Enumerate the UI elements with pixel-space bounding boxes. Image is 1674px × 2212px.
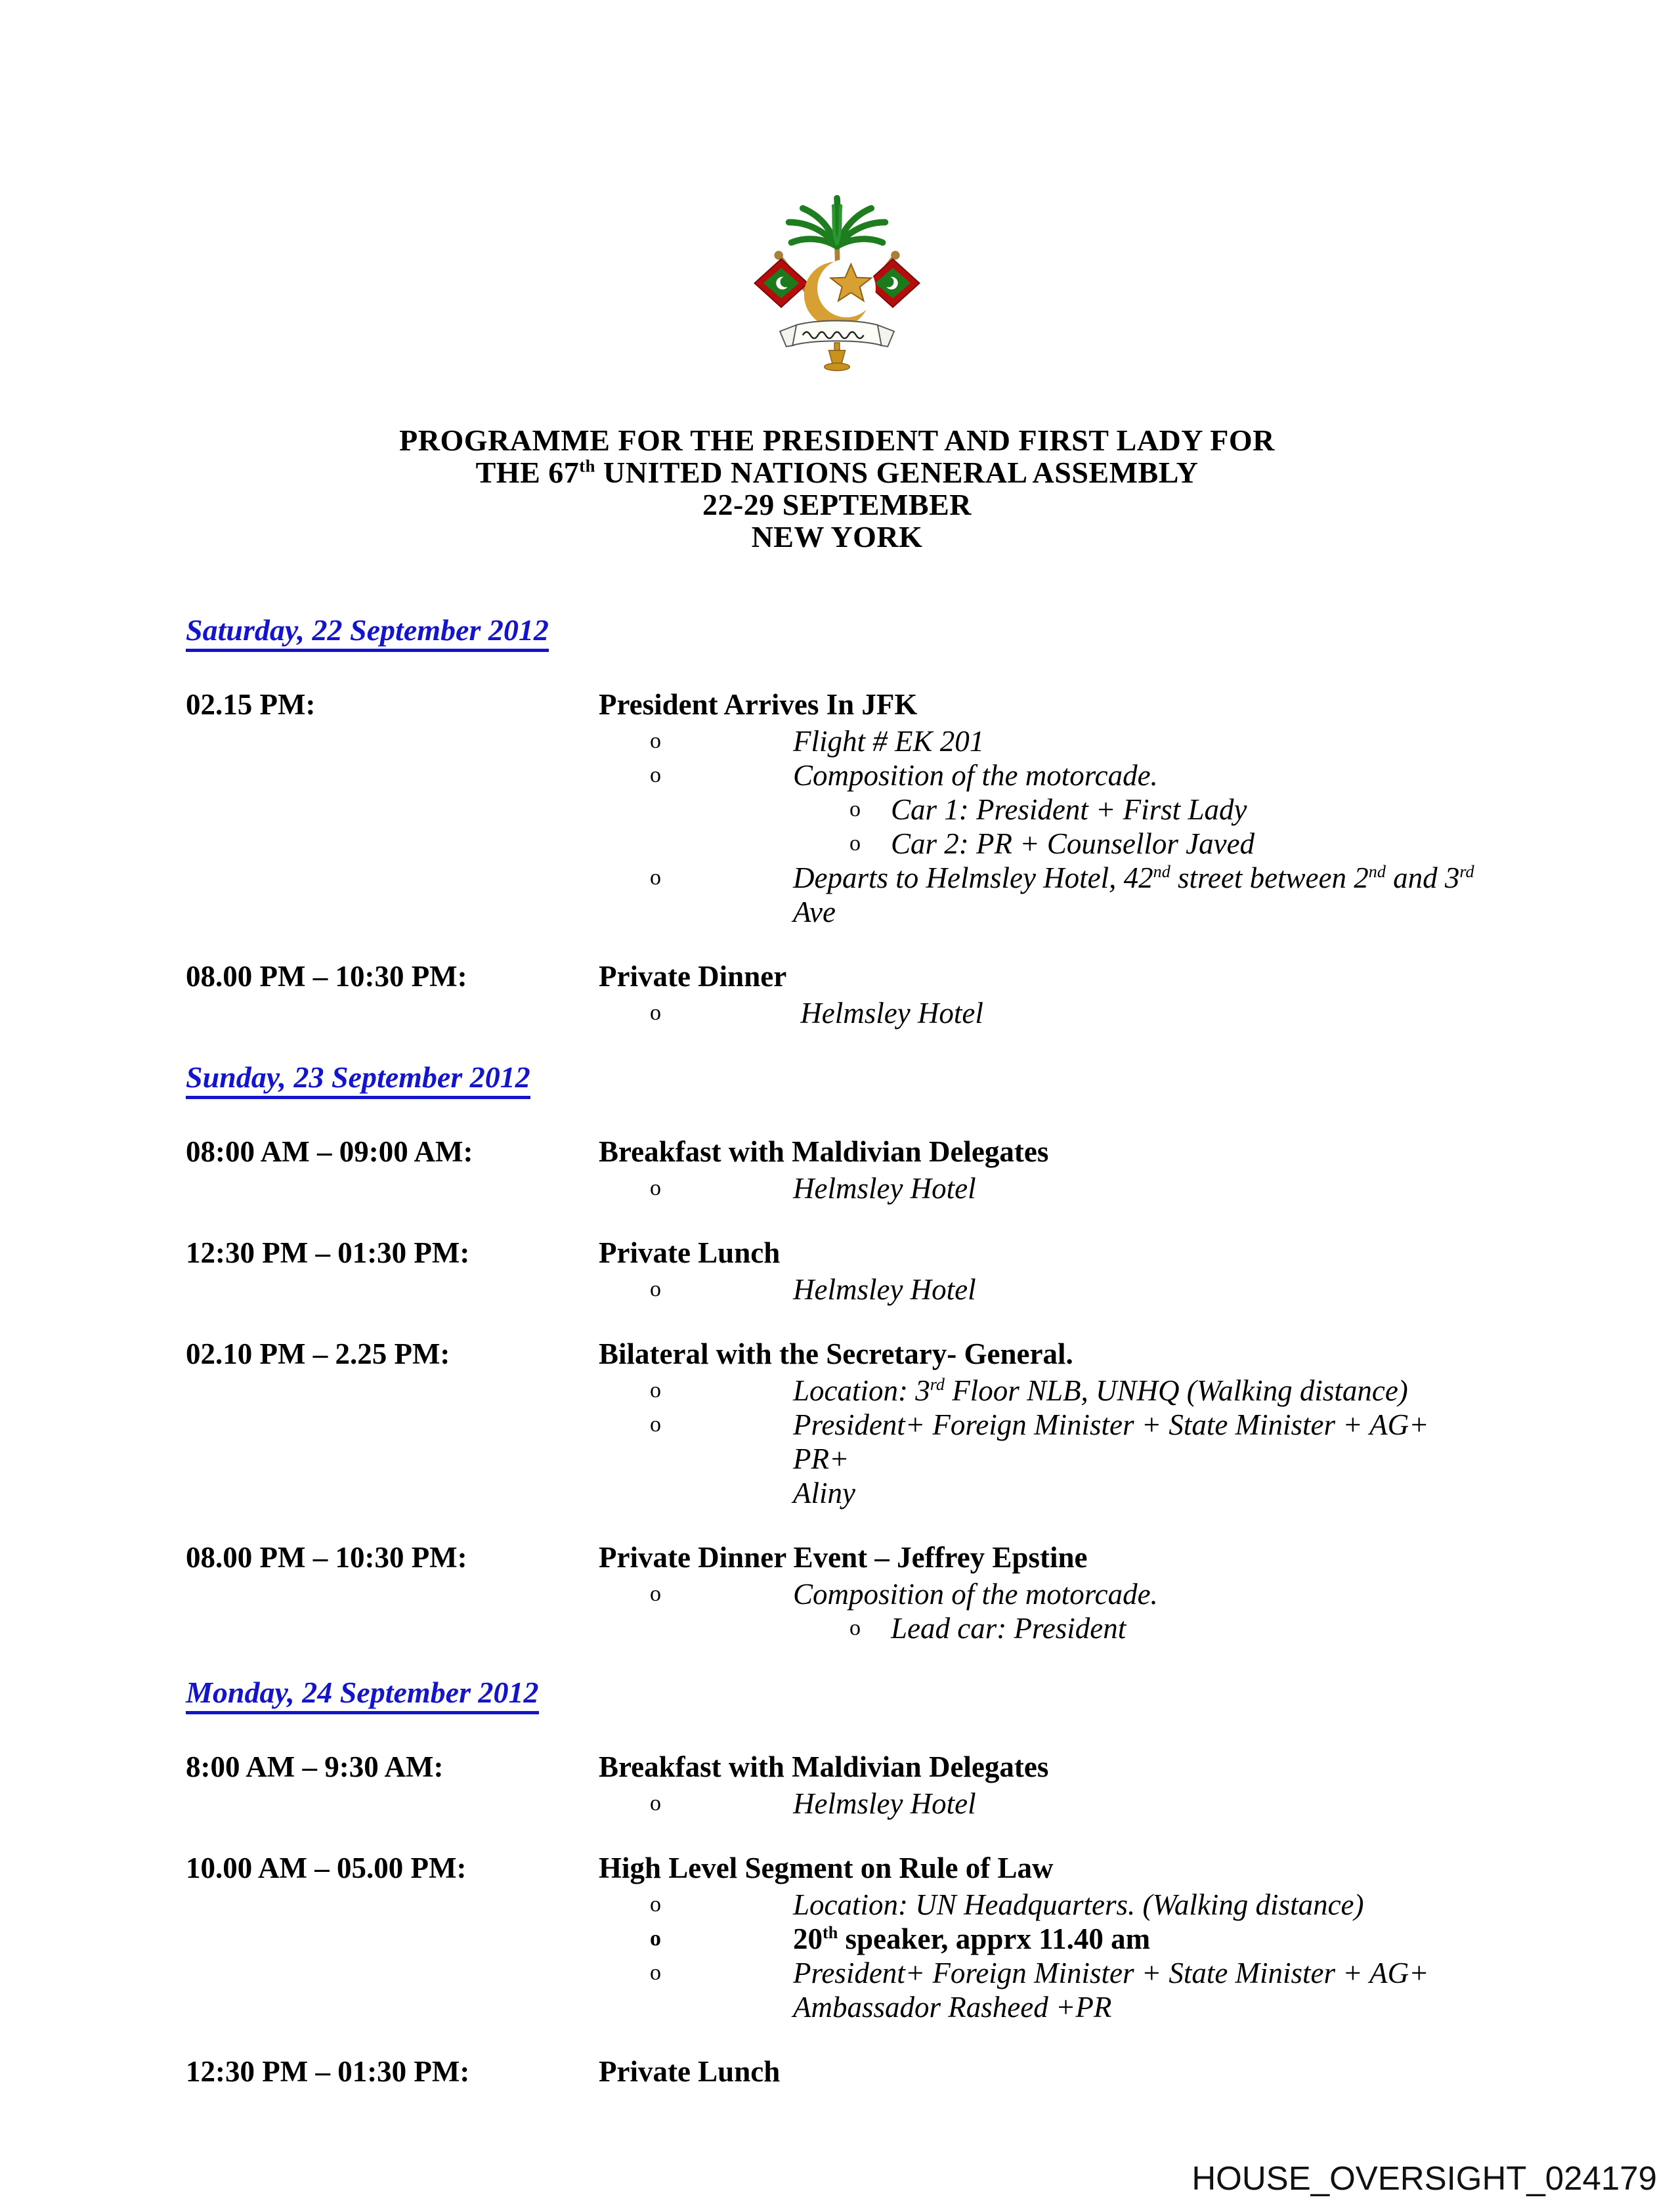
event-time: 02.15 PM: [186,688,316,721]
bullet-text: 20th speaker, apprx 11.40 am [793,1922,1151,1955]
event-time: 08:00 AM – 09:00 AM: [186,1135,473,1168]
day-section-saturday [186,613,1477,1030]
event-row [186,1135,1477,1205]
bullet-text: Car 1: President + First Lady [891,793,1247,826]
event-row [186,959,1477,1030]
bullet-item [599,827,1477,861]
bullet-marker: o [650,1378,661,1402]
day-heading: Monday, 24 September 2012 [186,1676,539,1714]
bates-number: HOUSE_OVERSIGHT_024179 [1191,2159,1657,2197]
event-title: Breakfast with Maldivian Delegates [599,1135,1049,1168]
bullet-item [599,861,1477,929]
event-title: Private Lunch [599,2055,781,2088]
bullet-text: Composition of the motorcade. [793,759,1158,792]
bullet-marker: o [650,865,661,890]
bullet-item [599,1787,1477,1821]
bullet-text: Helmsley Hotel [793,1787,976,1820]
bullet-text: Location: UN Headquarters. (Walking distance) [793,1888,1364,1921]
maldives-flag-left-icon [754,259,807,307]
maldives-emblem [742,194,932,381]
bullet-marker: o [650,1961,661,1985]
bullet-marker: o [650,1791,661,1815]
bullet-text: Car 2: PR + Counsellor Javed [891,827,1255,860]
bullet-marker: o [650,1582,661,1606]
bullet-item [599,1956,1477,2024]
event-row [186,687,1477,929]
day-section-sunday [186,1060,1477,1645]
day-heading: Sunday, 23 September 2012 [186,1060,530,1099]
bullet-text: Departs to Helmsley Hotel, 42nd street between 2nd and 3rd Ave [793,861,1474,928]
bullet-marker: o [650,1412,661,1437]
bullet-marker: o [650,729,661,753]
bullet-item [599,1922,1477,1956]
event-row [186,1851,1477,2024]
bullet-marker: o [849,797,861,821]
event-time: 08.00 PM – 10:30 PM: [186,1541,467,1574]
bullet-item [599,1888,1477,1922]
title-line-1: PROGRAMME FOR THE PRESIDENT AND FIRST LADY FOR [399,423,1275,457]
event-time: 10.00 AM – 05.00 PM: [186,1852,467,1884]
bullet-text: Helmsley Hotel [793,997,983,1030]
bullet-text: Helmsley Hotel [793,1273,976,1306]
event-time: 12:30 PM – 01:30 PM: [186,2055,470,2088]
event-row [186,1750,1477,1821]
pole-finial-left [774,251,783,260]
bullet-marker: o [650,1277,661,1301]
bullet-item [599,1171,1477,1205]
bullet-text: Helmsley Hotel [793,1172,976,1205]
day-heading: Saturday, 22 September 2012 [186,613,549,652]
bullet-item [599,1374,1477,1408]
bullet-marker: o [849,1616,861,1640]
bullet-item [599,1272,1477,1307]
event-time: 12:30 PM – 01:30 PM: [186,1236,470,1269]
event-row [186,2054,1477,2089]
event-row [186,1337,1477,1510]
event-time: 8:00 AM – 9:30 AM: [186,1750,444,1783]
pole-finial-right [891,251,900,260]
day-section-monday [186,1676,1477,2089]
title-line-3: 22-29 SEPTEMBER [702,488,972,521]
bullet-item [599,1577,1477,1611]
bullet-text: Flight # EK 201 [793,725,985,758]
maldives-emblem-graphic [742,194,932,381]
event-title: Private Dinner [599,960,787,993]
bullet-text: Location: 3rd Floor NLB, UNHQ (Walking distance) [793,1374,1408,1407]
bullet-item [599,792,1477,827]
title-line-4: NEW YORK [751,520,923,553]
bullet-marker: o [650,1176,661,1200]
bullet-marker: o [849,831,861,856]
bullet-text: President+ Foreign Minister + State Minister + AG+ Ambassador Rasheed +PR [793,1957,1429,2024]
bullet-marker: o [650,1001,661,1025]
bullet-marker: o [650,1892,661,1917]
bullet-item [599,1611,1477,1645]
bullet-text: President+ Foreign Minister + State Minister + AG+ PR+ Aliny [793,1408,1436,1509]
bullet-item [599,724,1477,758]
bullet-text: Composition of the motorcade. [793,1578,1158,1611]
bullet-item [599,758,1477,792]
document-title [0,424,1674,553]
bullet-marker: o [650,1926,661,1951]
event-title: Private Lunch [599,1236,781,1269]
bullet-item [599,996,1477,1030]
event-row [186,1540,1477,1645]
event-title: Private Dinner Event – Jeffrey Epstine [599,1541,1088,1574]
event-title: Breakfast with Maldivian Delegates [599,1750,1049,1783]
event-time: 02.10 PM – 2.25 PM: [186,1337,450,1370]
event-row [186,1236,1477,1307]
bullet-text: Lead car: President [891,1612,1127,1645]
bullet-item [599,1408,1477,1510]
event-title: High Level Segment on Rule of Law [599,1852,1054,1884]
event-time: 08.00 PM – 10:30 PM: [186,960,467,993]
event-title: Bilateral with the Secretary- General. [599,1337,1073,1370]
schedule [186,613,1477,2089]
title-line-2: THE 67th UNITED NATIONS GENERAL ASSEMBLY [475,456,1199,489]
bullet-marker: o [650,763,661,787]
trophy-base-icon [825,343,850,371]
event-title: President Arrives In JFK [599,688,918,721]
